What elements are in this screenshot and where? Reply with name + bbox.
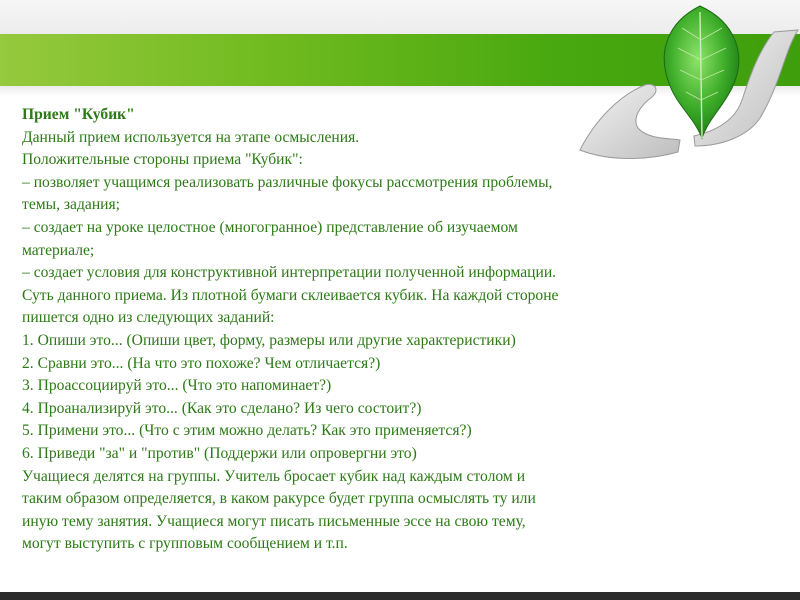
- slide-text: [22, 104, 734, 556]
- text-line: таким образом определяется, в каком ракурсе будет группа осмыслять ту или: [22, 490, 536, 508]
- text-line: могут выступить с групповым сообщением и т.п.: [22, 535, 348, 553]
- list-item: 5. Примени это... (Что с этим можно делать? Как это применяется?): [22, 422, 472, 440]
- footer-band: [0, 592, 800, 600]
- text-line: – создает условия для конструктивной интерпретации полученной информации.: [22, 264, 557, 282]
- text-line: Данный прием используется на этапе осмысления.: [22, 128, 360, 146]
- list-item: 6. Приведи "за" и "против" (Поддержи или опровергни это): [22, 444, 417, 462]
- text-line: – позволяет учащимся реализовать различные фокусы рассмотрения проблемы,: [22, 173, 553, 191]
- list-item: 4. Проанализируй это... (Как это сделано? Из чего состоит?): [22, 399, 422, 417]
- text-line: Положительные стороны приема "Кубик":: [22, 151, 303, 169]
- list-item: 2. Сравни это... (На что это похоже? Чем отличается?): [22, 354, 381, 372]
- text-line: – создает на уроке целостное (многогранное) представление об изучаемом: [22, 218, 518, 236]
- text-line: иную тему занятия. Учащиеся могут писать письменные эссе на свою тему,: [22, 512, 526, 530]
- text-line: Учащиеся делятся на группы. Учитель бросает кубик над каждым столом и: [22, 467, 526, 485]
- list-item: 3. Проассоциируй это... (Что это напоминает?): [22, 377, 332, 395]
- list-item: 1. Опиши это... (Опиши цвет, форму, размеры или другие характеристики): [22, 331, 516, 349]
- text-line: пишется одно из следующих заданий:: [22, 309, 275, 327]
- text-line: материале;: [22, 241, 95, 259]
- text-line: темы, задания;: [22, 196, 121, 214]
- text-line: Суть данного приема. Из плотной бумаги склеивается кубик. На каждой стороне: [22, 286, 559, 304]
- slide-title: Прием "Кубик": [22, 106, 135, 123]
